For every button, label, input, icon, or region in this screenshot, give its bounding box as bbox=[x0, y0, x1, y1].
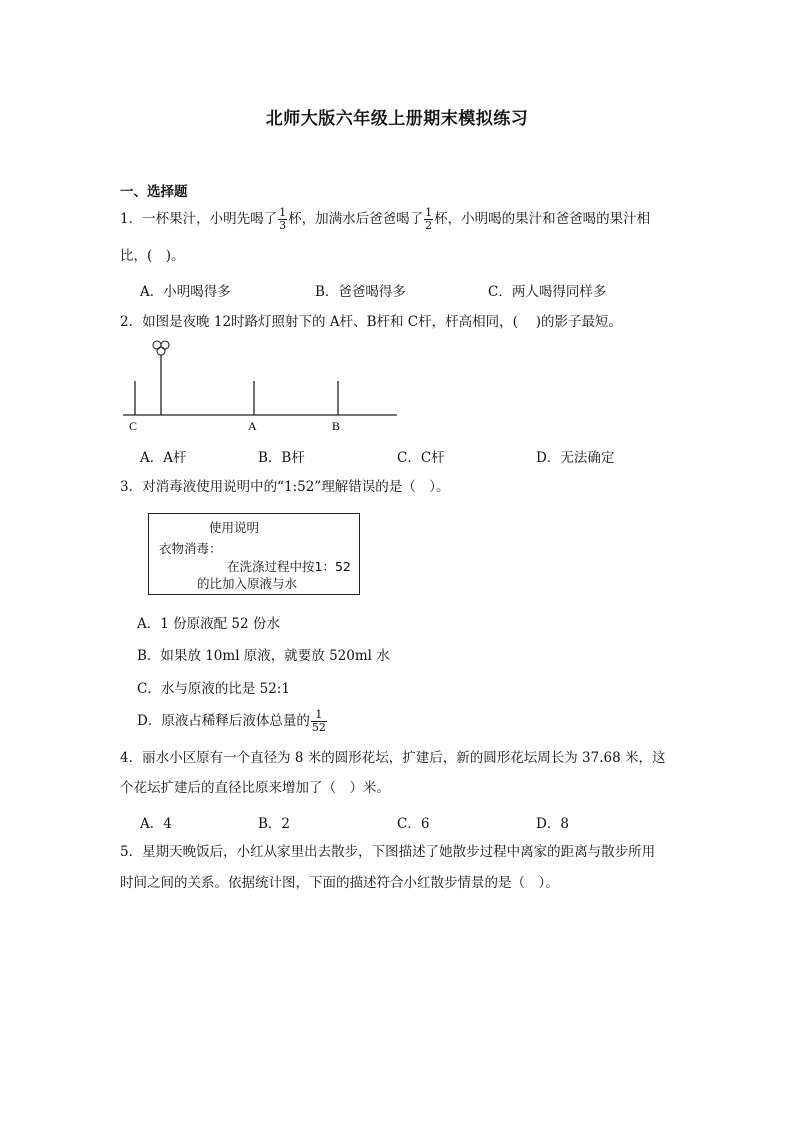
instruction-box bbox=[148, 513, 360, 595]
question-5-line-1: 5．星期天晚饭后，小红从家里出去散步，下图描述了她散步过程中离家的距离与散步所用 bbox=[120, 844, 656, 860]
label-a: A bbox=[248, 419, 257, 433]
lamp-icon bbox=[153, 341, 161, 349]
lamp-icon bbox=[157, 347, 165, 355]
q1-option-c[interactable]: C．两人喝得同样多 bbox=[488, 284, 607, 300]
q1-line-2: 比，( )。 bbox=[120, 248, 185, 264]
q4-option-c[interactable]: C．6 bbox=[397, 816, 430, 832]
question-3: 3．对消毒液使用说明中的“1:52”理解错误的是（ ）。 bbox=[120, 479, 450, 495]
section-heading: 一、选择题 bbox=[120, 184, 188, 200]
q2-option-a[interactable]: A．A杆 bbox=[140, 450, 187, 466]
q1-fraction-2: $\frac{1}{2}$ bbox=[425, 206, 433, 232]
instruction-line-2: 在洗涤过程中按1：52 bbox=[227, 559, 351, 574]
label-c: C bbox=[129, 419, 138, 433]
question-5-line-2: 时间之间的关系。依据统计图，下面的描述符合小红散步情景的是（ ）。 bbox=[120, 875, 559, 891]
q3-option-d-fraction: $\frac{1}{52}$ bbox=[311, 708, 326, 734]
q3-option-c[interactable]: C．水与原液的比是 52:1 bbox=[137, 681, 290, 697]
q3-option-b[interactable]: B．如果放 10ml 原液，就要放 520ml 水 bbox=[137, 648, 390, 664]
q3-option-a[interactable]: A．1 份原液配 52 份水 bbox=[137, 616, 280, 632]
question-4-line-2: 个花坛扩建后的直径比原来增加了（ ）米。 bbox=[120, 780, 390, 796]
q3-option-d-text: D．原液占稀释后液体总量的 bbox=[137, 713, 310, 729]
q1-option-a[interactable]: A．小明喝得多 bbox=[140, 284, 231, 300]
streetlight-figure bbox=[118, 336, 403, 436]
q2-option-d[interactable]: D．无法确定 bbox=[536, 450, 615, 466]
q1-option-b[interactable]: B．爸爸喝得多 bbox=[315, 284, 406, 300]
page-title: 北师大版六年级上册期末模拟练习 bbox=[265, 109, 529, 129]
q2-option-c[interactable]: C．C杆 bbox=[397, 450, 445, 466]
instruction-title: 使用说明 bbox=[209, 520, 260, 535]
lamp-icon bbox=[161, 341, 169, 349]
q1-text-c: 杯，小明喝的果汁和爸爸喝的果汁相 bbox=[434, 211, 651, 227]
q2-option-b[interactable]: B．B杆 bbox=[258, 450, 305, 466]
q1-fraction-1: $\frac{1}{3}$ bbox=[279, 206, 287, 232]
question-4-line-1: 4．丽水小区原有一个直径为 8 米的圆形花坛，扩建后，新的圆形花坛周长为 37.68 米，这 bbox=[120, 750, 666, 766]
q4-option-d[interactable]: D．8 bbox=[536, 816, 569, 832]
q4-option-a[interactable]: A．4 bbox=[140, 816, 172, 832]
label-b: B bbox=[332, 419, 341, 433]
q4-option-b[interactable]: B．2 bbox=[258, 816, 291, 832]
q3-option-d[interactable] bbox=[137, 709, 328, 734]
instruction-line-1: 衣物消毒： bbox=[159, 541, 222, 556]
question-2: 2．如图是夜晚 12时路灯照射下的 A杆、B杆和 C杆，杆高相同，( )的影子最短。 bbox=[120, 314, 622, 330]
question-1 bbox=[120, 207, 650, 232]
q1-text-b: 杯，加满水后爸爸喝了 bbox=[288, 211, 424, 227]
instruction-line-3: 的比加入原液与水 bbox=[197, 576, 298, 591]
q1-text-a: 1．一杯果汁，小明先喝了 bbox=[120, 211, 278, 227]
